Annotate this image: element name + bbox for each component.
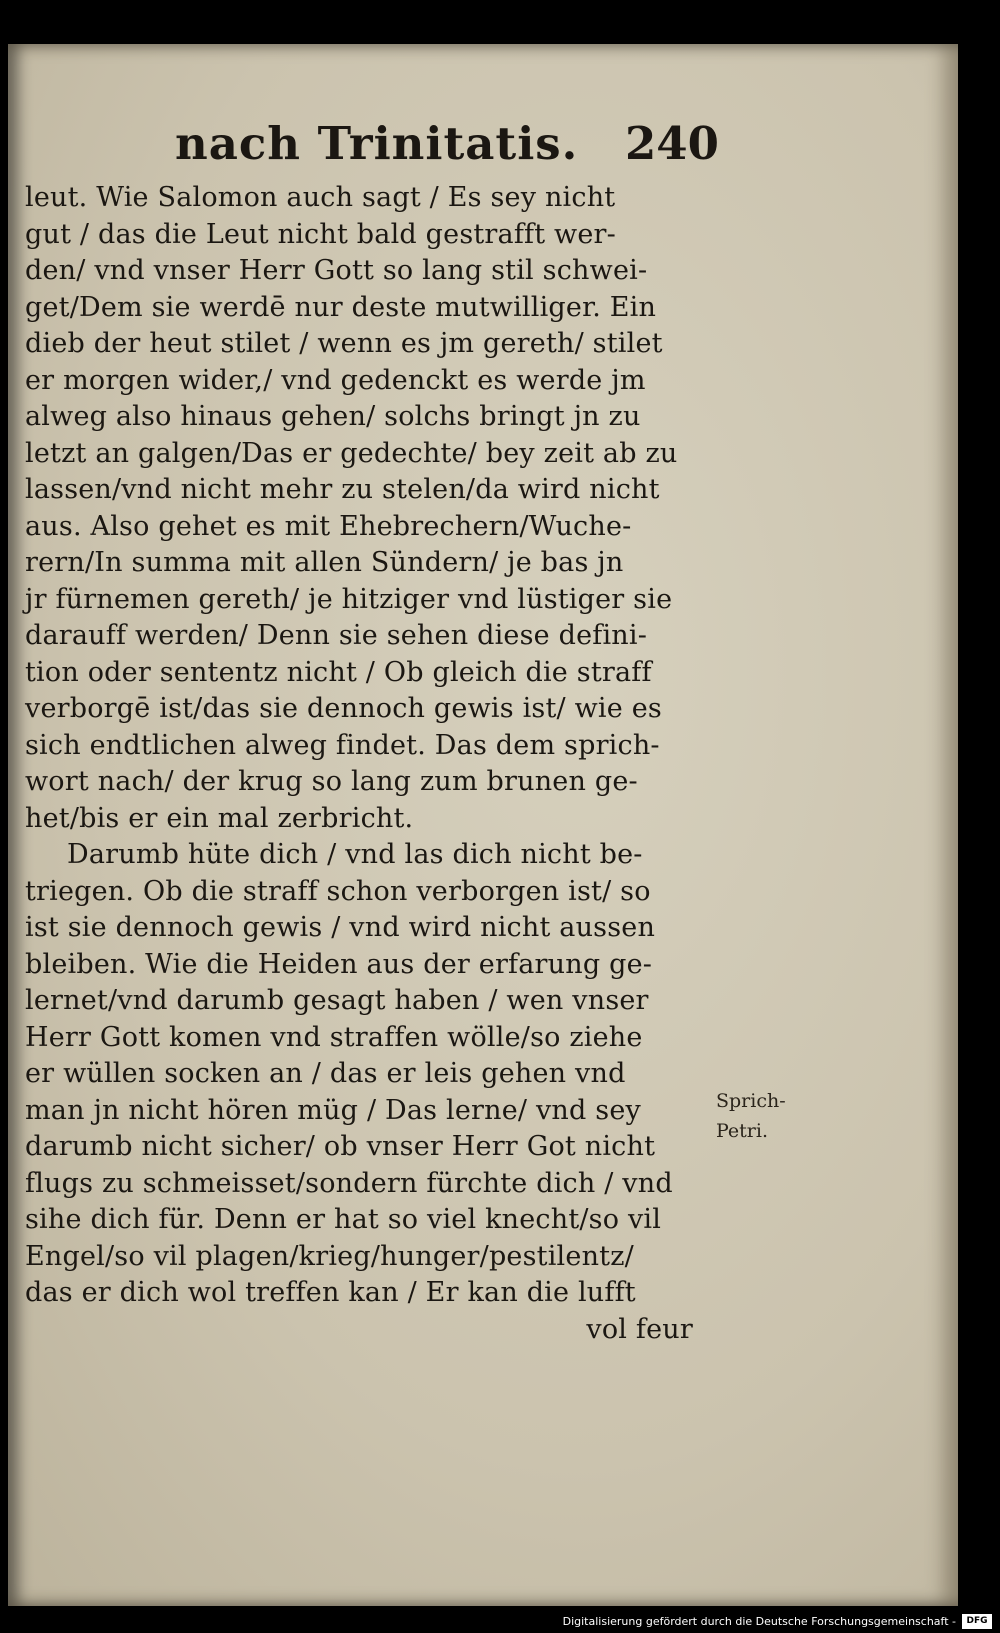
book-page — [8, 44, 958, 1606]
text-line: Herr Gott komen vnd straffen wölle/so ziehe — [25, 1021, 643, 1053]
catchword: vol feur — [586, 1313, 693, 1345]
text-line: dieb der heut stilet / wenn es jm gereth/ stilet — [25, 328, 663, 359]
text-line: darauff werden/ Denn sie sehen diese defini- — [25, 620, 648, 651]
text-line: bleiben. Wie die Heiden aus der erfarung ge- — [25, 948, 653, 980]
text-line: das er dich wol treffen kan / Er kan die lufft — [25, 1277, 636, 1308]
text-block — [25, 114, 725, 1348]
page-header — [25, 114, 725, 180]
text-line: den/ vnd vnser Herr Gott so lang stil schwei- — [25, 255, 648, 286]
text-line: triegen. Ob die straff schon verborgen ist/ so — [25, 875, 651, 907]
text-line: darumb nicht sicher/ ob vnser Herr Got nicht — [25, 1131, 656, 1162]
text-line: man jn nicht hören müg / Das lerne/ vnd sey — [25, 1094, 641, 1126]
text-line: letzt an galgen/Das er gedechte/ bey zeit ab zu — [25, 437, 678, 469]
text-line: get/Dem sie werdē nur deste mutwilliger. Ein — [25, 291, 657, 323]
text-line: sihe dich für. Denn er hat so viel knecht/so vil — [25, 1204, 662, 1235]
text-line: flugs zu schmeisset/sondern fürchte dich / vnd — [25, 1167, 673, 1199]
running-head: nach Trinitatis. — [175, 117, 579, 170]
text-line: leut. Wie Salomon auch sagt / Es sey nicht — [25, 182, 616, 213]
text-line: wort nach/ der krug so lang zum brunen ge- — [25, 766, 638, 797]
text-line: lassen/vnd nicht mehr zu stelen/da wird nicht — [25, 474, 660, 505]
body-text — [25, 180, 725, 1348]
text-line: aus. Also gehet es mit Ehebrechern/Wuche- — [25, 510, 632, 542]
text-line: tion oder sententz nicht / Ob gleich die straff — [25, 656, 652, 688]
text-line: er morgen wider,/ vnd gedenckt es werde jm — [25, 364, 646, 396]
text-line: gut / das die Leut nicht bald gestrafft wer- — [25, 218, 616, 250]
margin-note-line: Sprich- — [716, 1090, 786, 1112]
margin-note — [716, 1086, 786, 1146]
text-line: verborgē ist/das sie dennoch gewis ist/ wie es — [25, 693, 662, 724]
text-line: alweg also hinaus gehen/ solchs bringt jn zu — [25, 401, 641, 432]
dfg-logo: DFG — [962, 1614, 992, 1629]
page-number: 240 — [625, 117, 719, 170]
text-line: lernet/vnd darumb gesagt haben / wen vnser — [25, 985, 649, 1016]
text-line: Engel/so vil plagen/krieg/hunger/pestilentz/ — [25, 1240, 634, 1272]
text-line: sich endtlichen alweg findet. Das dem sprich- — [25, 729, 660, 761]
text-line: jr fürnemen gereth/ je hitziger vnd lüstiger sie — [25, 583, 673, 615]
funding-credit: Digitalisierung gefördert durch die Deutsche Forschungsgemeinschaft - — [562, 1615, 956, 1628]
text-line: het/bis er ein mal zerbricht. — [25, 802, 414, 834]
text-line: er wüllen socken an / das er leis gehen vnd — [25, 1058, 626, 1089]
text-line: rern/In summa mit allen Sündern/ je bas jn — [25, 547, 624, 578]
margin-note-line: Petri. — [716, 1120, 769, 1142]
text-line: ist sie dennoch gewis / vnd wird nicht aussen — [25, 912, 656, 943]
text-line: Darumb hüte dich / vnd las dich nicht be- — [67, 839, 643, 870]
